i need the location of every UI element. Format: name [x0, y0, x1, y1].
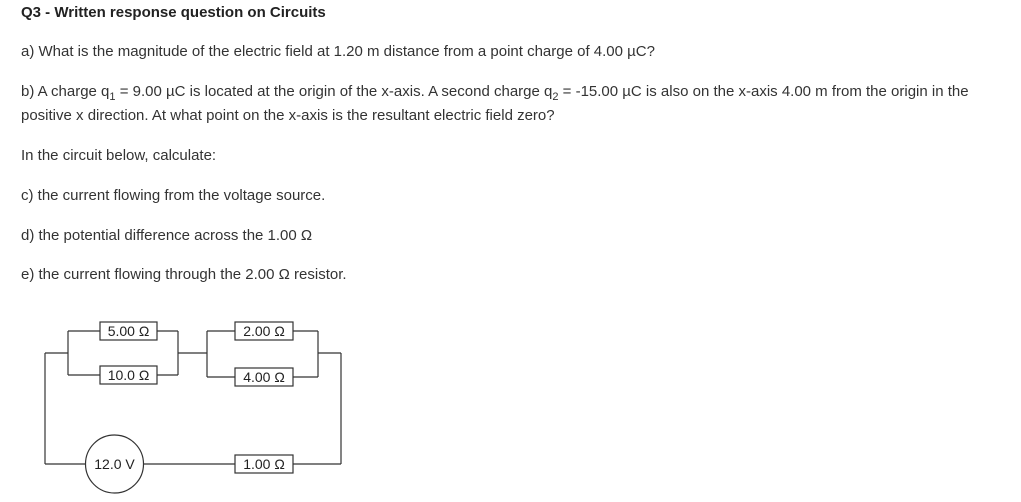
part-b-post: = -15.00 µC is also on the x-axis 4.00 m from the origin in the positive x direction. At what point on the x-axis is the resultant electric field zero? — [21, 83, 969, 124]
voltage-source — [86, 435, 144, 493]
resistor-r5-label: 1.00 Ω — [243, 456, 285, 472]
resistor-r4 — [235, 368, 293, 386]
q1-subscript: 1 — [109, 91, 116, 103]
resistor-r1 — [100, 322, 157, 340]
part-b-mid: = 9.00 µC is located at the origin of the x-axis. A second charge q — [115, 83, 553, 100]
question-title: Q3 - Written response question on Circuits — [21, 4, 326, 21]
part-d-text: d) the potential difference across the 1.00 Ω — [21, 227, 313, 244]
part-a-text: a) What is the magnitude of the electric field at 1.20 m distance from a point charge of 4.00 µC? — [21, 43, 655, 60]
resistor-r5 — [235, 455, 293, 473]
resistor-r4-label: 4.00 Ω — [243, 369, 285, 385]
voltage-source-label: 12.0 V — [94, 456, 135, 472]
resistor-r2-label: 10.0 Ω — [107, 367, 150, 383]
part-c-text: c) the current flowing from the voltage source. — [21, 187, 326, 204]
part-b-pre: b) A charge q — [21, 83, 110, 100]
circuit-wires — [45, 331, 341, 464]
resistor-r3 — [235, 322, 293, 340]
part-e-text: e) the current flowing through the 2.00 Ω resistor. — [21, 266, 347, 283]
resistor-r1-label: 5.00 Ω — [107, 323, 150, 339]
q2-subscript: 2 — [552, 91, 559, 103]
resistor-r2 — [100, 366, 157, 384]
circuit-intro-text: In the circuit below, calculate: — [21, 147, 217, 164]
resistor-r3-label: 2.00 Ω — [243, 323, 285, 339]
